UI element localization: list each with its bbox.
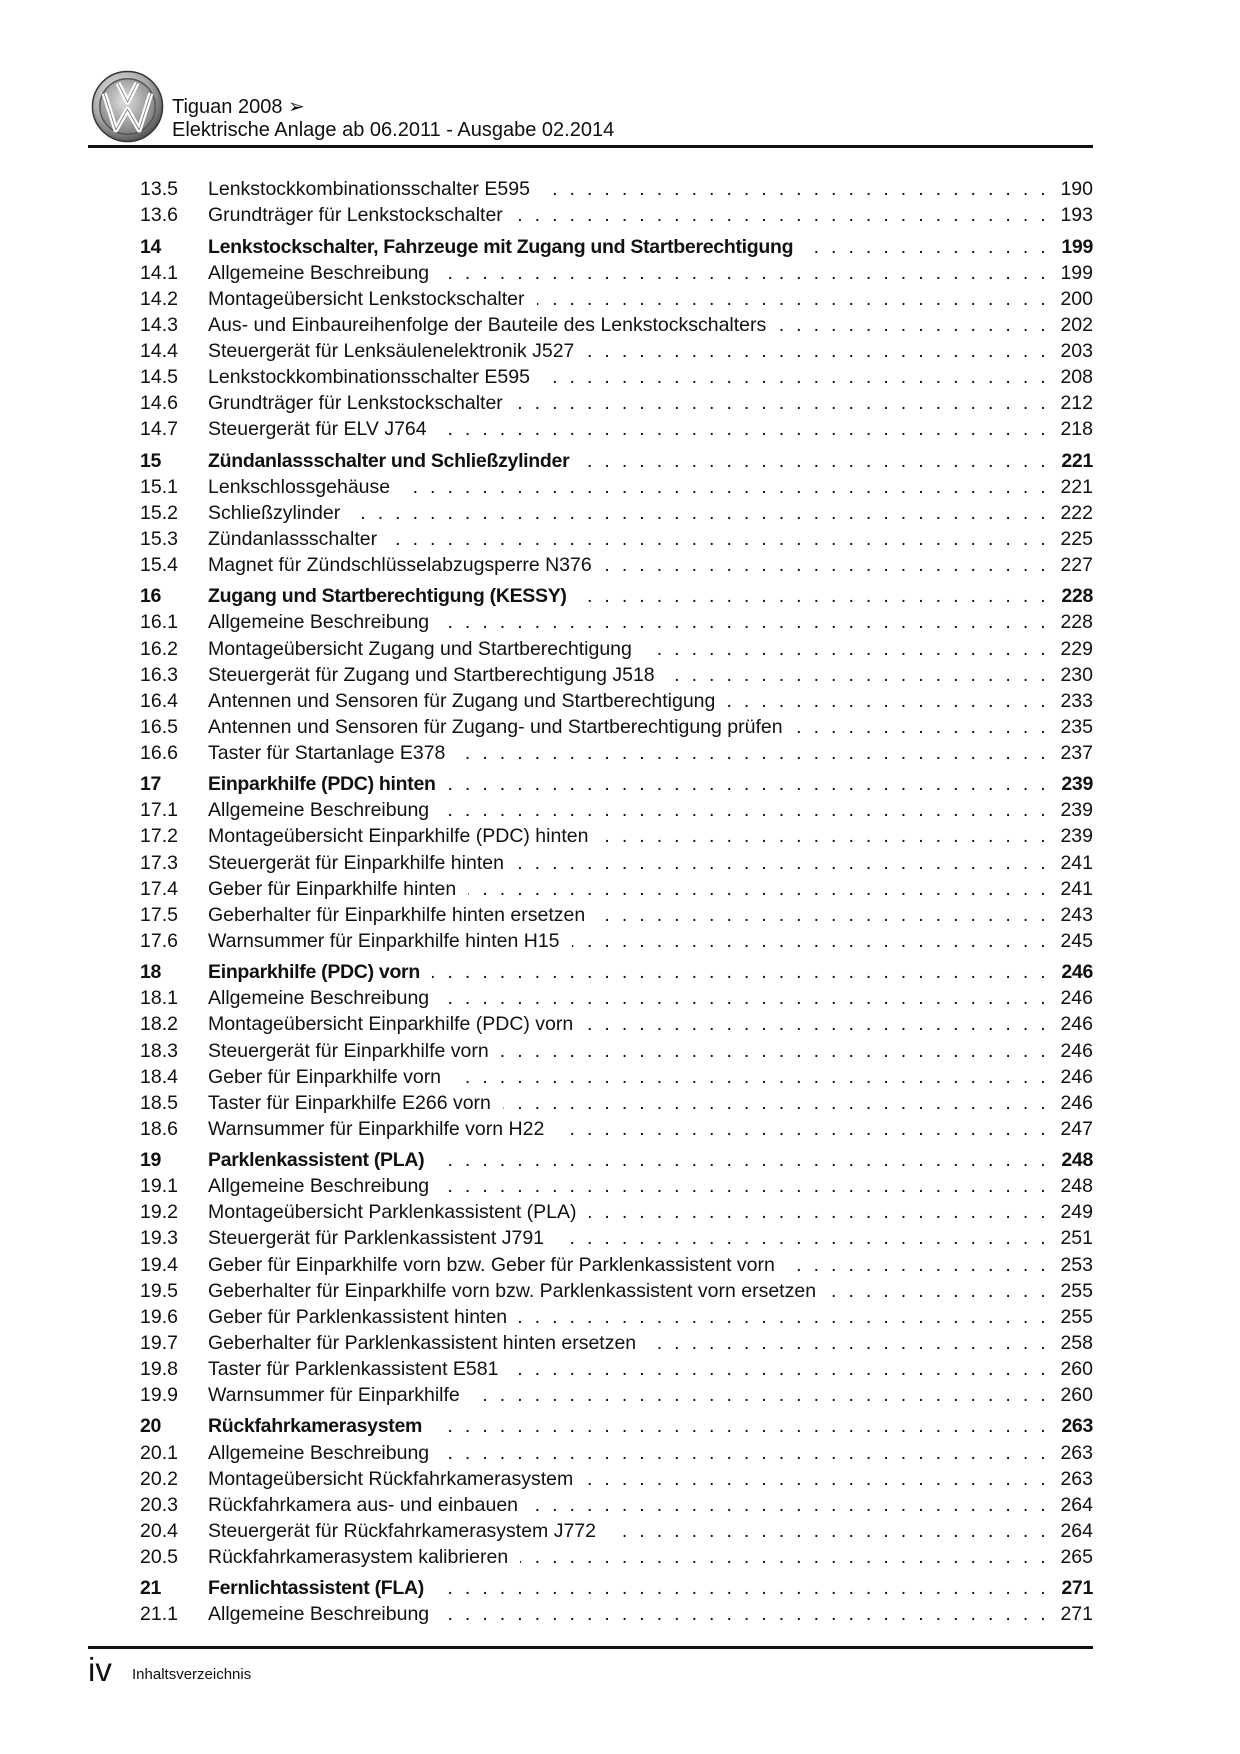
dot-leader <box>585 1468 1049 1490</box>
toc-entry-page: 246 <box>1049 1092 1093 1114</box>
toc-entry[interactable] <box>140 635 1093 661</box>
toc-entry-number: 20.2 <box>140 1467 178 1490</box>
toc-entry-page: 200 <box>1049 288 1093 310</box>
toc-entry[interactable] <box>140 1252 1093 1278</box>
toc-entry-page: 263 <box>1049 1468 1093 1490</box>
toc-entry-title: Montageübersicht Rückfahrkamerasystem <box>208 1468 585 1490</box>
toc-entry-page: 241 <box>1049 878 1093 900</box>
toc-entry-page: 253 <box>1049 1254 1093 1276</box>
toc-entry-number: 19.7 <box>140 1331 178 1354</box>
toc-chapter-entry[interactable] <box>140 1575 1093 1601</box>
toc-entry-title: Taster für Startanlage E378 <box>208 742 457 764</box>
toc-entry-number: 19.6 <box>140 1305 178 1328</box>
toc-entry-page: 271 <box>1049 1577 1093 1599</box>
toc-entry-page: 230 <box>1049 664 1093 686</box>
dot-leader <box>597 904 1049 926</box>
toc-entry-page: 271 <box>1049 1603 1093 1625</box>
toc-entry-page: 255 <box>1049 1280 1093 1302</box>
footer-divider <box>88 1646 1093 1649</box>
toc-entry-title: Steuergerät für Parklenkassistent J791 <box>208 1227 556 1249</box>
toc-entry-number: 15.4 <box>140 553 178 576</box>
toc-entry-title: Grundträger für Lenkstockschalter <box>208 204 515 226</box>
toc-entry-title: Warnsummer für Einparkhilfe vorn H22 <box>208 1118 556 1140</box>
toc-entry[interactable] <box>140 688 1093 714</box>
toc-entry-title: Allgemeine Beschreibung <box>208 1603 441 1625</box>
toc-entry-title: Geber für Einparkhilfe vorn <box>208 1066 453 1088</box>
toc-entry-number: 16.1 <box>140 611 178 634</box>
dot-leader <box>432 961 1049 983</box>
toc-entry-title: Lenkstockschalter, Fahrzeuge mit Zugang und Startberechtigung <box>208 236 805 258</box>
toc-entry-page: 222 <box>1049 502 1093 524</box>
dot-leader <box>441 611 1049 633</box>
toc-entry-page: 260 <box>1049 1358 1093 1380</box>
toc-entry-page: 193 <box>1049 204 1093 226</box>
toc-entry[interactable] <box>140 1518 1093 1544</box>
toc-entry-page: 218 <box>1049 418 1093 440</box>
dot-leader <box>572 930 1049 952</box>
dot-leader <box>787 1254 1049 1276</box>
toc-entry-page: 248 <box>1049 1175 1093 1197</box>
dot-leader <box>402 476 1049 498</box>
toc-entry-number: 20 <box>140 1415 162 1438</box>
toc-entry-number: 17.5 <box>140 903 178 926</box>
toc-entry-page: 233 <box>1049 690 1093 712</box>
toc-entry-title: Antennen und Sensoren für Zugang- und Startberechtigung prüfen <box>208 716 795 738</box>
toc-entry-title: Allgemeine Beschreibung <box>208 799 441 821</box>
toc-entry-page: 243 <box>1049 904 1093 926</box>
toc-entry-page: 246 <box>1049 987 1093 1009</box>
toc-entry-number: 17.1 <box>140 799 178 822</box>
toc-entry-page: 190 <box>1049 178 1093 200</box>
toc-entry-title: Fernlichtassistent (FLA) <box>208 1577 436 1599</box>
toc-entry-number: 15.3 <box>140 527 178 550</box>
toc-entry[interactable] <box>140 1439 1093 1465</box>
toc-entry-title: Zündanlassschalter und Schließzylinder <box>208 450 581 472</box>
toc-entry-page: 258 <box>1049 1332 1093 1354</box>
toc-entry-title: Geberhalter für Parklenkassistent hinten ersetzen <box>208 1332 648 1354</box>
toc-entry-page: 229 <box>1049 638 1093 660</box>
toc-entry-number: 18.6 <box>140 1117 178 1140</box>
document-subtitle: Elektrische Anlage ab 06.2011 - Ausgabe 02.2014 <box>172 119 615 141</box>
toc-entry-number: 17 <box>140 773 162 796</box>
toc-entry-number: 14.4 <box>140 339 178 362</box>
toc-entry-title: Einparkhilfe (PDC) vorn <box>208 961 432 983</box>
toc-entry-number: 19.1 <box>140 1175 178 1198</box>
dot-leader <box>434 1415 1049 1437</box>
toc-entry[interactable] <box>140 1225 1093 1251</box>
toc-entry[interactable] <box>140 312 1093 338</box>
toc-entry[interactable] <box>140 474 1093 500</box>
toc-entry[interactable] <box>140 740 1093 766</box>
toc-entry[interactable] <box>140 416 1093 442</box>
toc-entry-number: 13.5 <box>140 178 178 201</box>
dot-leader <box>389 528 1049 550</box>
toc-entry-number: 16 <box>140 585 162 608</box>
toc-entry[interactable] <box>140 609 1093 635</box>
dot-leader <box>608 1520 1049 1542</box>
toc-entry-page: 246 <box>1049 961 1093 983</box>
document-title: Tiguan 2008 ➢ <box>172 96 305 118</box>
toc-entry-title: Steuergerät für Zugang und Startberechtigung J518 <box>208 664 667 686</box>
toc-entry[interactable] <box>140 552 1093 578</box>
toc-entry-title: Lenkstockkombinationsschalter E595 <box>208 366 542 388</box>
dot-leader <box>600 825 1049 847</box>
toc-entry-title: Aus- und Einbaureihenfolge der Bauteile des Lenkstockschalters <box>208 314 778 336</box>
toc-entry-title: Lenkstockkombinationsschalter E595 <box>208 178 542 200</box>
toc-entry-number: 15 <box>140 449 162 472</box>
toc-entry-page: 263 <box>1049 1442 1093 1464</box>
dot-leader <box>436 1577 1049 1599</box>
dot-leader <box>644 638 1049 660</box>
toc-entry-number: 16.5 <box>140 715 178 738</box>
toc-entry-title: Montageübersicht Lenkstockschalter <box>208 288 537 310</box>
toc-entry-number: 13.6 <box>140 204 178 227</box>
toc-entry-page: 227 <box>1049 554 1093 576</box>
dot-leader <box>585 1013 1049 1035</box>
toc-entry-number: 19.4 <box>140 1253 178 1276</box>
toc-entry[interactable] <box>140 1064 1093 1090</box>
toc-entry-number: 16.6 <box>140 741 178 764</box>
dot-leader <box>453 1066 1049 1088</box>
toc-chapter-entry[interactable] <box>140 1413 1093 1439</box>
toc-entry-page: 246 <box>1049 1013 1093 1035</box>
toc-entry-number: 19.2 <box>140 1201 178 1224</box>
dot-leader <box>468 878 1049 900</box>
dot-leader <box>472 1384 1049 1406</box>
dot-leader <box>519 1306 1049 1328</box>
toc-entry-number: 18.5 <box>140 1091 178 1114</box>
toc-entry-number: 19.9 <box>140 1384 178 1407</box>
toc-entry-title: Rückfahrkamerasystem kalibrieren <box>208 1546 520 1568</box>
dot-leader <box>501 1040 1049 1062</box>
toc-entry[interactable] <box>140 1304 1093 1330</box>
toc-entry-number: 19.5 <box>140 1279 178 1302</box>
dot-leader <box>604 554 1049 576</box>
dot-leader <box>516 852 1049 874</box>
toc-entry-number: 19.8 <box>140 1357 178 1380</box>
toc-entry-page: 239 <box>1049 799 1093 821</box>
toc-entry-number: 15.2 <box>140 501 178 524</box>
toc-entry-title: Geberhalter für Einparkhilfe hinten ersetzen <box>208 904 597 926</box>
toc-entry[interactable] <box>140 928 1093 954</box>
dot-leader <box>503 1092 1049 1114</box>
dot-leader <box>542 178 1049 200</box>
toc-entry-number: 20.3 <box>140 1493 178 1516</box>
toc-entry-title: Warnsummer für Einparkhilfe <box>208 1384 472 1406</box>
toc-entry-title: Warnsummer für Einparkhilfe hinten H15 <box>208 930 572 952</box>
toc-entry[interactable] <box>140 876 1093 902</box>
toc-entry-title: Steuergerät für Einparkhilfe vorn <box>208 1040 501 1062</box>
dot-leader <box>530 1494 1049 1516</box>
toc-entry[interactable] <box>140 1382 1093 1408</box>
toc-chapter-entry[interactable] <box>140 233 1093 259</box>
dot-leader <box>727 690 1049 712</box>
toc-entry-number: 14.6 <box>140 392 178 415</box>
toc-entry-number: 18.4 <box>140 1065 178 1088</box>
dot-leader <box>515 392 1049 414</box>
dot-leader <box>448 773 1049 795</box>
toc-entry-number: 17.2 <box>140 825 178 848</box>
toc-entry[interactable] <box>140 1601 1093 1627</box>
dot-leader <box>667 664 1049 686</box>
toc-entry-title: Montageübersicht Einparkhilfe (PDC) hinten <box>208 825 600 847</box>
toc-entry[interactable] <box>140 1037 1093 1063</box>
toc-entry-page: 264 <box>1049 1494 1093 1516</box>
toc-entry-number: 17.3 <box>140 851 178 874</box>
toc-entry-title: Lenkschlossgehäuse <box>208 476 402 498</box>
dot-leader <box>439 418 1049 440</box>
toc-entry-page: 228 <box>1049 585 1093 607</box>
dot-leader <box>581 450 1049 472</box>
toc-chapter-entry[interactable] <box>140 771 1093 797</box>
toc-entry[interactable] <box>140 202 1093 228</box>
toc-entry-number: 14.1 <box>140 261 178 284</box>
toc-entry-page: 202 <box>1049 314 1093 336</box>
dot-leader <box>457 742 1049 764</box>
toc-entry-page: 249 <box>1049 1201 1093 1223</box>
toc-entry-number: 21 <box>140 1577 162 1600</box>
toc-entry-page: 263 <box>1049 1415 1093 1437</box>
toc-entry-number: 18.2 <box>140 1013 178 1036</box>
dot-leader <box>515 204 1049 226</box>
toc-entry-page: 247 <box>1049 1118 1093 1140</box>
toc-entry-title: Allgemeine Beschreibung <box>208 987 441 1009</box>
toc-entry-page: 199 <box>1049 262 1093 284</box>
toc-entry-page: 241 <box>1049 852 1093 874</box>
toc-entry-title: Geberhalter für Einparkhilfe vorn bzw. Parklenkassistent vorn ersetzen <box>208 1280 828 1302</box>
toc-entry-number: 15.1 <box>140 475 178 498</box>
toc-entry-title: Parklenkassistent (PLA) <box>208 1149 436 1171</box>
toc-chapter-entry[interactable] <box>140 583 1093 609</box>
dot-leader <box>352 502 1049 524</box>
toc-entry-title: Steuergerät für Lenksäulenelektronik J527 <box>208 340 586 362</box>
toc-entry[interactable] <box>140 1330 1093 1356</box>
toc-entry-page: 246 <box>1049 1066 1093 1088</box>
toc-entry-page: 221 <box>1049 476 1093 498</box>
toc-entry-page: 228 <box>1049 611 1093 633</box>
toc-entry-title: Magnet für Zündschlüsselabzugsperre N376 <box>208 554 604 576</box>
toc-entry-title: Rückfahrkamerasystem <box>208 1415 434 1437</box>
toc-entry[interactable] <box>140 985 1093 1011</box>
section-label: Inhaltsverzeichnis <box>132 1666 252 1683</box>
toc-entry-page: 239 <box>1049 773 1093 795</box>
toc-entry[interactable] <box>140 286 1093 312</box>
toc-entry-title: Geber für Einparkhilfe hinten <box>208 878 468 900</box>
toc-entry-title: Schließzylinder <box>208 502 352 524</box>
toc-entry-number: 20.5 <box>140 1545 178 1568</box>
dot-leader <box>589 1201 1049 1223</box>
toc-entry[interactable] <box>140 1011 1093 1037</box>
toc-entry-number: 14.3 <box>140 313 178 336</box>
toc-entry[interactable] <box>140 1173 1093 1199</box>
toc-entry-page: 235 <box>1049 716 1093 738</box>
toc-entry[interactable] <box>140 176 1093 202</box>
toc-entry-page: 212 <box>1049 392 1093 414</box>
toc-entry-page: 208 <box>1049 366 1093 388</box>
toc-entry-page: 225 <box>1049 528 1093 550</box>
toc-entry-number: 16.3 <box>140 663 178 686</box>
dot-leader <box>579 585 1049 607</box>
dot-leader <box>805 236 1049 258</box>
toc-entry[interactable] <box>140 390 1093 416</box>
vw-logo-icon <box>91 70 164 143</box>
toc-entry-page: 221 <box>1049 450 1093 472</box>
toc-entry-title: Grundträger für Lenkstockschalter <box>208 392 515 414</box>
toc-entry-title: Zugang und Startberechtigung (KESSY) <box>208 585 579 607</box>
toc-entry-number: 14 <box>140 235 162 258</box>
toc-entry[interactable] <box>140 526 1093 552</box>
toc-entry-title: Taster für Parklenkassistent E581 <box>208 1358 510 1380</box>
toc-chapter-entry[interactable] <box>140 1147 1093 1173</box>
toc-entry-title: Montageübersicht Einparkhilfe (PDC) vorn <box>208 1013 585 1035</box>
toc-entry-title: Taster für Einparkhilfe E266 vorn <box>208 1092 503 1114</box>
toc-entry-number: 17.4 <box>140 877 178 900</box>
toc-entry-title: Geber für Parklenkassistent hinten <box>208 1306 519 1328</box>
toc-entry-number: 20.4 <box>140 1519 178 1542</box>
toc-chapter-entry[interactable] <box>140 959 1093 985</box>
toc-entry-page: 251 <box>1049 1227 1093 1249</box>
toc-entry-number: 19.3 <box>140 1227 178 1250</box>
toc-entry[interactable] <box>140 1544 1093 1570</box>
dot-leader <box>441 987 1049 1009</box>
toc-entry[interactable] <box>140 1090 1093 1116</box>
toc-entry-number: 14.2 <box>140 287 178 310</box>
toc-entry-title: Montageübersicht Zugang und Startberechtigung <box>208 638 644 660</box>
toc-entry[interactable] <box>140 850 1093 876</box>
toc-entry-title: Steuergerät für ELV J764 <box>208 418 439 440</box>
toc-entry-number: 16.2 <box>140 637 178 660</box>
toc-entry-title: Allgemeine Beschreibung <box>208 262 441 284</box>
header-divider <box>88 145 1093 148</box>
toc-entry[interactable] <box>140 1356 1093 1382</box>
dot-leader <box>441 799 1049 821</box>
toc-entry-page: 264 <box>1049 1520 1093 1542</box>
page-number: iv <box>88 1651 112 1688</box>
dot-leader <box>586 340 1049 362</box>
toc-entry-title: Rückfahrkamera aus- und einbauen <box>208 1494 530 1516</box>
toc-entry[interactable] <box>140 1492 1093 1518</box>
toc-entry-title: Allgemeine Beschreibung <box>208 1175 441 1197</box>
toc-entry-number: 14.7 <box>140 418 178 441</box>
toc-entry-page: 245 <box>1049 930 1093 952</box>
dot-leader <box>441 262 1049 284</box>
toc-entry[interactable] <box>140 714 1093 740</box>
dot-leader <box>441 1442 1049 1464</box>
toc-entry-title: Einparkhilfe (PDC) hinten <box>208 773 448 795</box>
dot-leader <box>556 1118 1049 1140</box>
dot-leader <box>441 1175 1049 1197</box>
toc-entry[interactable] <box>140 1199 1093 1225</box>
toc-entry[interactable] <box>140 260 1093 286</box>
toc-entry-number: 20.1 <box>140 1441 178 1464</box>
dot-leader <box>556 1227 1049 1249</box>
toc-entry[interactable] <box>140 797 1093 823</box>
dot-leader <box>510 1358 1049 1380</box>
toc-entry-page: 255 <box>1049 1306 1093 1328</box>
toc-entry-number: 18.1 <box>140 987 178 1010</box>
toc-entry-title: Antennen und Sensoren für Zugang und Startberechtigung <box>208 690 727 712</box>
toc-entry-number: 21.1 <box>140 1603 178 1626</box>
dot-leader <box>537 288 1049 310</box>
toc-entry-number: 18.3 <box>140 1039 178 1062</box>
toc-entry-title: Steuergerät für Rückfahrkamerasystem J772 <box>208 1520 608 1542</box>
dot-leader <box>436 1149 1049 1171</box>
toc-entry[interactable] <box>140 902 1093 928</box>
toc-entry-number: 16.4 <box>140 689 178 712</box>
toc-entry[interactable] <box>140 1278 1093 1304</box>
dot-leader <box>795 716 1049 738</box>
dot-leader <box>828 1280 1049 1302</box>
toc-entry-page: 265 <box>1049 1546 1093 1568</box>
dot-leader <box>441 1603 1049 1625</box>
toc-entry-title: Steuergerät für Einparkhilfe hinten <box>208 852 516 874</box>
dot-leader <box>648 1332 1049 1354</box>
toc-chapter-entry[interactable] <box>140 448 1093 474</box>
toc-entry-title: Zündanlassschalter <box>208 528 389 550</box>
toc-entry[interactable] <box>140 364 1093 390</box>
toc-entry-page: 199 <box>1049 236 1093 258</box>
toc-entry-page: 248 <box>1049 1149 1093 1171</box>
toc-entry-title: Allgemeine Beschreibung <box>208 1442 441 1464</box>
toc-entry-number: 14.5 <box>140 366 178 388</box>
toc-entry-title: Geber für Einparkhilfe vorn bzw. Geber für Parklenkassistent vorn <box>208 1254 787 1276</box>
dot-leader <box>778 314 1049 336</box>
toc-entry-title: Montageübersicht Parklenkassistent (PLA) <box>208 1201 589 1223</box>
toc-entry[interactable] <box>140 1116 1093 1142</box>
toc-entry-number: 18 <box>140 961 162 984</box>
toc-entry-page: 239 <box>1049 825 1093 847</box>
dot-leader <box>520 1546 1049 1568</box>
toc-entry[interactable] <box>140 500 1093 526</box>
dot-leader <box>542 366 1049 388</box>
toc-entry-number: 17.6 <box>140 929 178 952</box>
toc-entry-page: 246 <box>1049 1040 1093 1062</box>
toc-entry-page: 260 <box>1049 1384 1093 1406</box>
toc-entry[interactable] <box>140 823 1093 849</box>
toc-entry-page: 203 <box>1049 340 1093 362</box>
table-of-contents <box>140 176 1093 1627</box>
toc-entry-title: Allgemeine Beschreibung <box>208 611 441 633</box>
toc-entry[interactable] <box>140 338 1093 364</box>
toc-entry[interactable] <box>140 1466 1093 1492</box>
toc-entry-page: 237 <box>1049 742 1093 764</box>
toc-entry-number: 19 <box>140 1149 162 1172</box>
toc-entry[interactable] <box>140 662 1093 688</box>
